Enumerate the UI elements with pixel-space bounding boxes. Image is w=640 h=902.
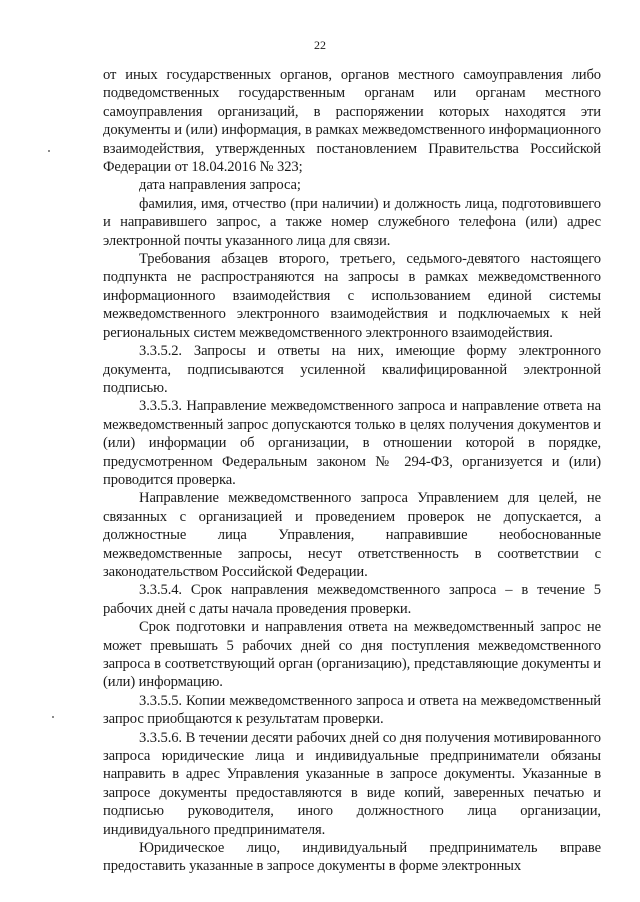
paragraph: Направление межведомственного запроса Управлением для целей, не связанных с организацией и проведением проверок не допускается, а должностные лица Управления, направившие необоснованные межведомственные запросы, несут ответственность в соответствии с законодательством Российской Федерации. [103,490,601,580]
scan-speck [48,150,50,152]
page-number: 22 [314,38,326,52]
document-body [103,66,601,876]
paragraph: 3.3.5.3. Направление межведомственного запроса и направление ответа на межведомственный запрос допускаются только в целях получения документов и (или) информации об организации, в отношении которой в порядке, предусмотренном Федеральным законом № 294-ФЗ, организуется и (или) проводится проверка. [103,398,601,488]
paragraph: 3.3.5.4. Срок направления межведомственного запроса – в течение 5 рабочих дней с даты начала проведения проверки. [103,582,601,617]
paragraph: Юридическое лицо, индивидуальный предприниматель вправе предоставить указанные в запросе документы в форме электронных [103,840,601,875]
paragraph: 3.3.5.2. Запросы и ответы на них, имеющие форму электронного документа, подписываются усиленной квалифицированной электронной подписью. [103,343,601,396]
paragraph: дата направления запроса; [139,177,301,194]
scan-speck [52,716,54,718]
paragraph: Требования абзацев второго, третьего, седьмого-девятого настоящего подпункта не распространяются на запросы в рамках межведомственного информационного взаимодействия с использованием единой системы межведомственного электронного взаимодействия и подключаемых к ней региональных систем межведомственного электронного взаимодействия. [103,251,601,341]
paragraph: фамилия, имя, отчество (при наличии) и должность лица, подготовившего и направившего запрос, а также номер служебного телефона (или) адрес электронной почты указанного лица для связи. [103,195,601,249]
paragraph: 3.3.5.6. В течении десяти рабочих дней со дня получения мотивированного запроса юридические лица и индивидуальные предприниматели обязаны направить в адрес Управления указанные в запросе документы. Указанные в запросе документы предоставляются в виде копий, заверенных печатью и подписью руководителя, иного должностного лица организации, индивидуального предпринимателя. [103,729,601,838]
paragraph: 3.3.5.5. Копии межведомственного запроса и ответа на межведомственный запрос приобщаются к результатам проверки. [103,692,601,728]
paragraph: от иных государственных органов, органов местного самоуправления либо подведомственных государственным органам или органам местного самоуправления организаций, в распоряжении которых находятся эти документы и (или) информация, в рамках межведомственного информационного взаимодействия, утвержденных постановлением Правительства Российской Федерации от 18.04.2016 № 323; [103,67,601,176]
paragraph: Срок подготовки и направления ответа на межведомственный запрос не может превышать 5 рабочих дней со дня поступления межведомственного запроса в соответствующий орган (организацию), представляющие документы и (или) информацию. [103,619,601,691]
